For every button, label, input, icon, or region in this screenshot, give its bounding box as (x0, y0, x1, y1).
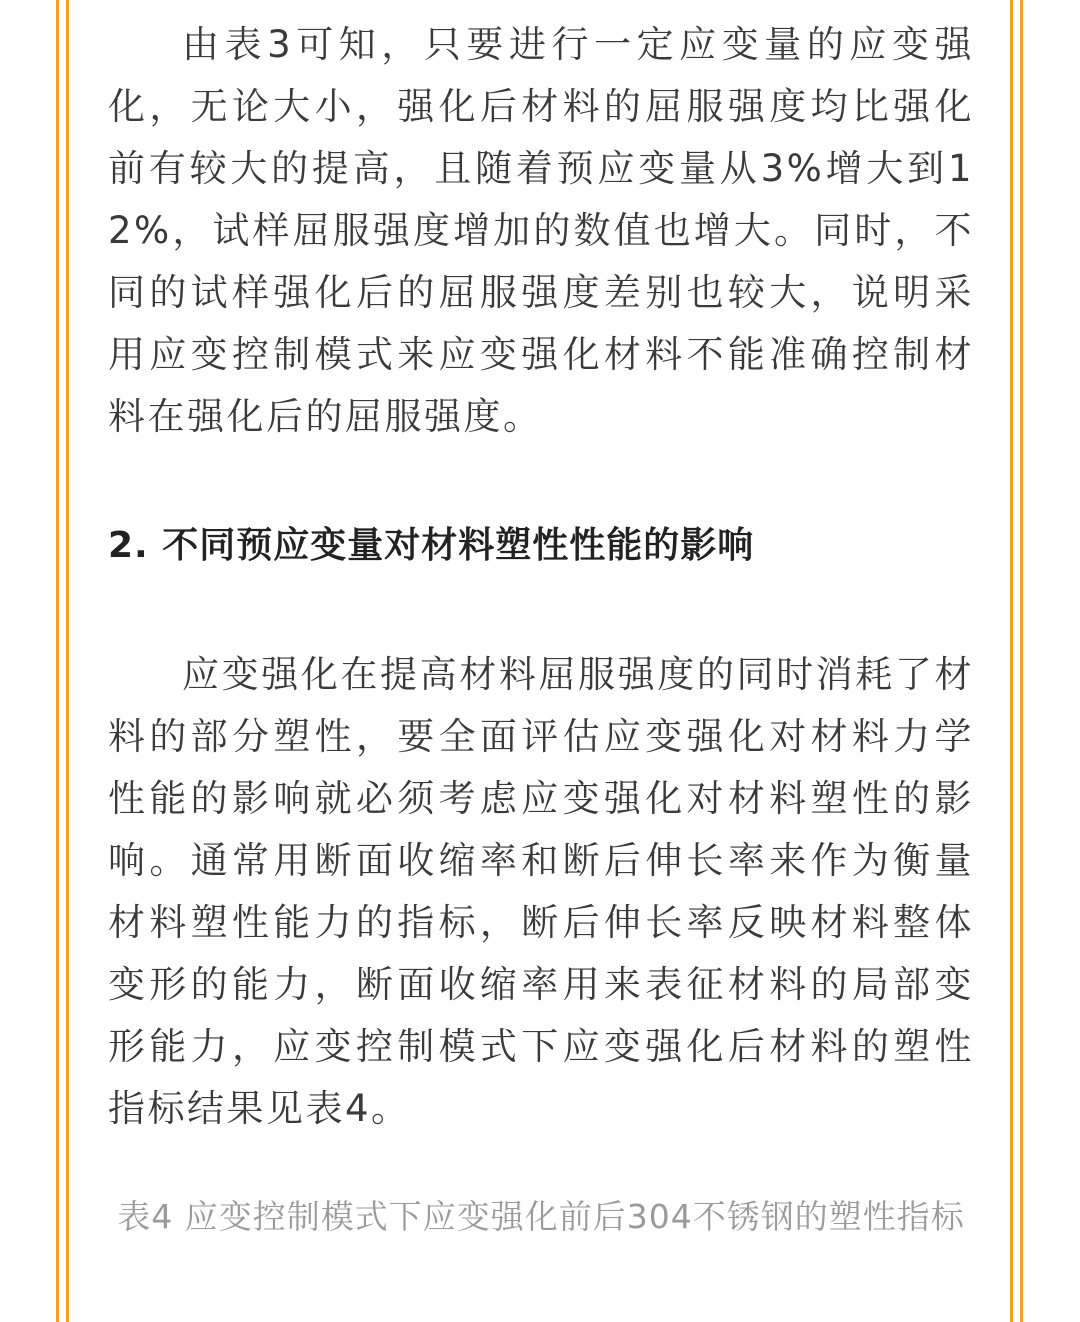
paragraph-yield-strength: 由表3可知，只要进行一定应变量的应变强化，无论大小，强化后材料的屈服强度均比强化前有较大的提高，且随着预应变量从3%增大到12%，试样屈服强度增加的数值也增大。同时，不同的试样强化后的屈服强度差别也较大，说明采用应变控制模式来应变强化材料不能准确控制材料在强化后的屈服强度。 (108, 23, 974, 438)
table-caption: 表4 应变控制模式下应变强化前后304不锈钢的塑性指标 (117, 1197, 965, 1236)
left-border-inner (66, 0, 69, 1322)
left-border-outer (56, 0, 59, 1322)
paragraph-plasticity: 应变强化在提高材料屈服强度的同时消耗了材料的部分塑性，要全面评估应变强化对材料力学性能的影响就必须考虑应变强化对材料塑性的影响。通常用断面收缩率和断后伸长率来作为衡量材料塑性能力的指标，断后伸长率反映材料整体变形的能力，断面收缩率用来表征材料的局部变形能力，应变控制模式下应变强化后材料的塑性指标结果见表4。 (108, 653, 974, 1130)
article-body (108, 14, 974, 1244)
right-border-outer (1020, 0, 1023, 1322)
right-border-inner (1010, 0, 1013, 1322)
section-heading-plasticity: 2. 不同预应变量对材料塑性性能的影响 (108, 525, 755, 566)
